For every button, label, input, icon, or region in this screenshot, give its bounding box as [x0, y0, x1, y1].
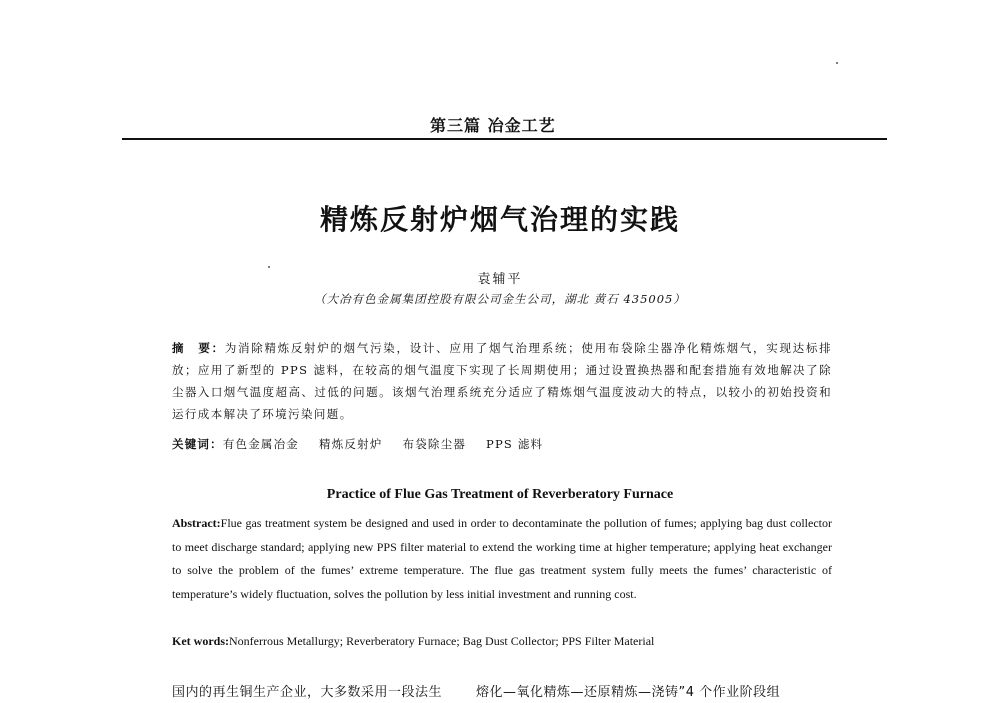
body-column-right: 熔化—氧化精炼—还原精炼—浇铸”4 个作业阶段组 — [476, 685, 781, 700]
english-abstract-text: Flue gas treatment system be designed and used in order to decontaminate the pollution of fumes; applying bag dust collector to meet discharge standard; applying new PPS filter material to extend the working time at higher temperature; applying heat exchanger to solve the problem of the fumes’ extreme temperature. The flue gas treatment system fully meets the fumes’ characteristic of temperature’s widely fluctuation, solves the pollution by less initial investment and running cost. — [172, 516, 832, 601]
chinese-abstract — [172, 337, 832, 425]
header-rule — [122, 138, 887, 140]
scan-speck — [836, 62, 838, 64]
keyword: PPS 滤料 — [486, 437, 544, 451]
chinese-abstract-text: 为消除精炼反射炉的烟气污染，设计、应用了烟气治理系统；使用布袋除尘器净化精炼烟气，实现达标排放；应用了新型的 PPS 滤料，在较高的烟气温度下实现了长周期使用；通过设置换热器和配套措施有效地解决了除尘器入口烟气温度超高、过低的问题。该烟气治理系统充分适应了精炼烟气温度波动大的特点，以较小的初始投资和运行成本解决了环境污染问题。 — [172, 341, 832, 421]
english-keywords-label: Ket words: — [172, 634, 229, 648]
english-title: Practice of Flue Gas Treatment of Reverberatory Furnace — [326, 487, 674, 502]
author-name: 袁辅平 — [477, 272, 523, 287]
body-text-start — [172, 681, 892, 700]
author-affiliation: （大冶有色金属集团控股有限公司金生公司，湖北 黄石 435005） — [314, 292, 686, 306]
body-column-left: 国内的再生铜生产企业，大多数采用一段法生 — [172, 685, 443, 700]
keyword: 布袋除尘器 — [402, 437, 467, 451]
english-keywords — [172, 634, 832, 649]
keyword: 精炼反射炉 — [319, 437, 383, 451]
chinese-abstract-label: 摘 要： — [172, 341, 225, 355]
keyword: 有色金属冶金 — [222, 437, 300, 451]
english-keywords-text: Nonferrous Metallurgy; Reverberatory Furnace; Bag Dust Collector; PPS Filter Material — [229, 634, 655, 648]
english-abstract-label: Abstract: — [172, 516, 221, 530]
chinese-keywords-label: 关键词： — [172, 437, 223, 451]
english-abstract — [172, 512, 832, 606]
section-header: 第三篇 冶金工艺 — [430, 116, 556, 135]
chinese-keywords — [172, 436, 832, 452]
paper-title: 精炼反射炉烟气治理的实践 — [319, 203, 680, 236]
